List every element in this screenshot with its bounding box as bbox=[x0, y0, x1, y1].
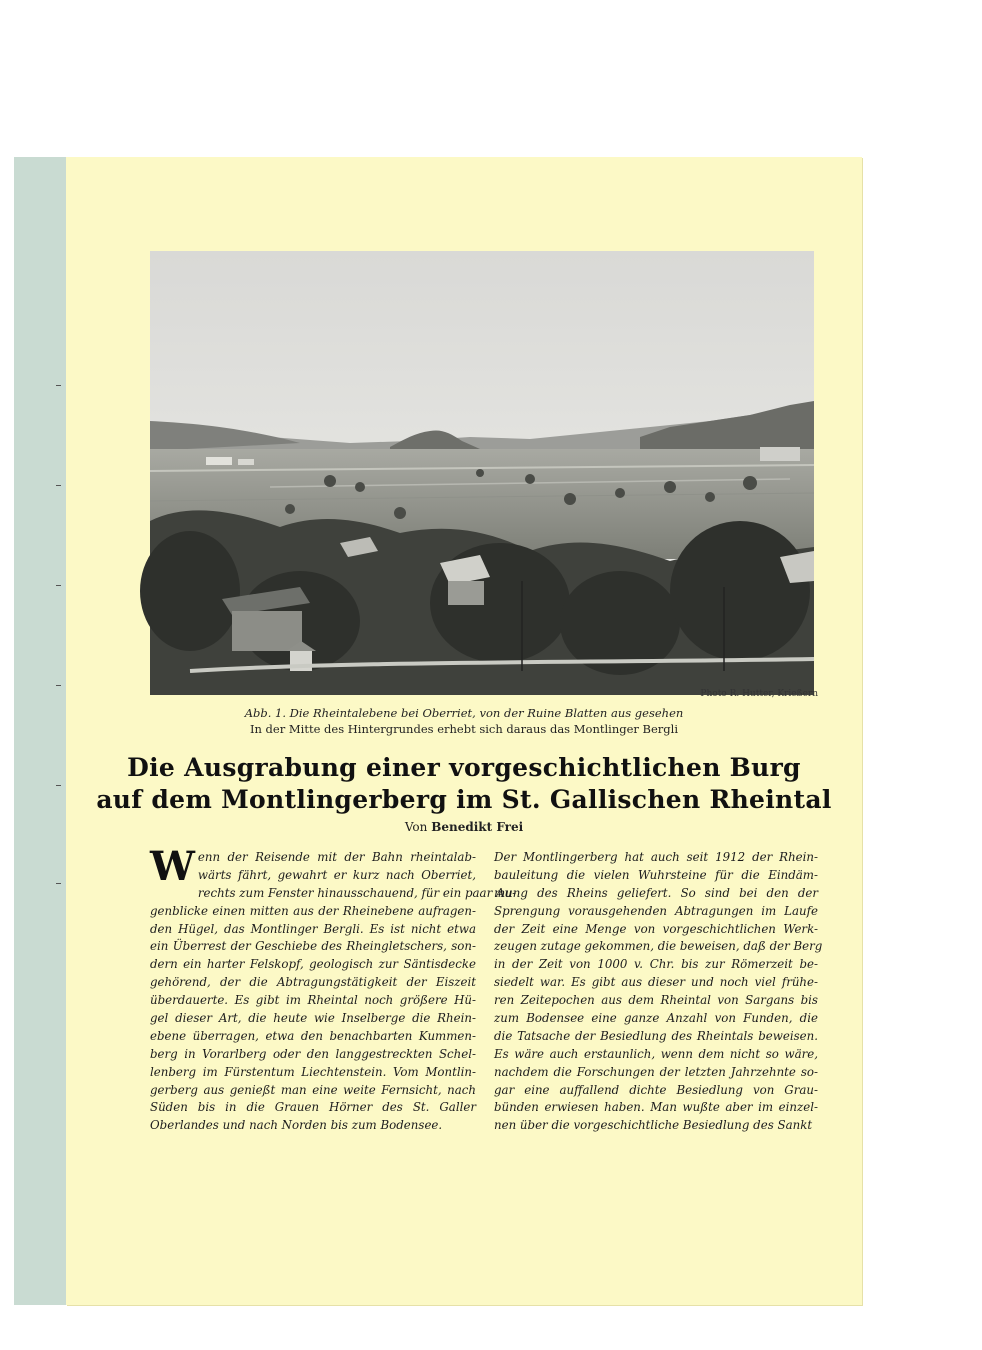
landscape-photo bbox=[150, 251, 814, 695]
text-line: gerberg aus genießt man eine weite Fernsicht, nach bbox=[150, 1082, 476, 1097]
text-line: lenberg im Fürstentum Liechtenstein. Vom Montlin- bbox=[150, 1064, 476, 1079]
photo-credit: Photo R. Hutter, Krießern bbox=[700, 689, 818, 699]
text-line: Süden bis in die Grauen Hörner des St. Galler bbox=[150, 1100, 476, 1115]
text-line: zum Bodensee eine ganze Anzahl von Funden, die bbox=[494, 1011, 818, 1026]
text-line: rechts zum Fenster hinausschauend, für ein paar Au- bbox=[197, 885, 517, 900]
article-title bbox=[66, 752, 862, 816]
text-line: gehörend, der die Abtragungstätigkeit der Eiszeit bbox=[150, 975, 476, 990]
text-line: den Hügel, das Montlinger Bergli. Es ist nicht etwa bbox=[150, 921, 476, 936]
text-line: ein Überrest der Geschiebe des Rheingletschers, son- bbox=[150, 939, 476, 954]
text-line: dern ein harter Felskopf, geologisch zur Säntisdecke bbox=[150, 957, 476, 972]
title-line-1: Die Ausgrabung einer vorgeschichtlichen Burg bbox=[127, 753, 801, 782]
photo-caption-subline: In der Mitte des Hintergrundes erhebt sich daraus das Montlinger Bergli bbox=[249, 722, 679, 736]
text-line: siedelt war. Es gibt aus dieser und noch viel frühe- bbox=[494, 975, 818, 990]
text-line: berg in Vorarlberg oder den langgestreckten Schel- bbox=[150, 1046, 476, 1061]
binding-stitches bbox=[56, 385, 62, 885]
photo-caption: Abb. 1. Die Rheintalebene bei Oberriet, von der Ruine Blatten aus gesehen bbox=[244, 706, 684, 720]
text-line: Sprengung vorausgehenden Abtragungen im Laufe bbox=[494, 903, 818, 918]
text-column-right bbox=[494, 849, 823, 1135]
text-line: ebene überragen, etwa den benachbarten Kummen- bbox=[150, 1028, 476, 1043]
text-line: mung des Rheins geliefert. So sind bei den der bbox=[494, 885, 818, 900]
text-line: die Tatsache der Besiedlung des Rheintals beweisen. bbox=[494, 1028, 818, 1043]
magazine-page bbox=[66, 157, 862, 1305]
title-line-2: auf dem Montlingerberg im St. Gallischen Rheintal bbox=[96, 785, 832, 814]
text-line: überdauerte. Es gibt im Rheintal noch größere Hü- bbox=[150, 993, 476, 1008]
text-line: gar eine auffallend dichte Besiedlung von Grau- bbox=[494, 1082, 818, 1097]
text-line: enn der Reisende mit der Bahn rheintalab- bbox=[197, 850, 476, 864]
text-line: nachdem die Forschungen der letzten Jahrzehnte so- bbox=[494, 1064, 818, 1079]
text-column-left bbox=[150, 843, 517, 1135]
text-line: Oberlandes und nach Norden bis zum Bodensee. bbox=[150, 1118, 443, 1133]
drop-cap: W bbox=[150, 843, 195, 890]
text-line: gel dieser Art, die heute wie Inselberge die Rhein- bbox=[150, 1011, 476, 1026]
text-line: zeugen zutage gekommen, die beweisen, daß der Berg bbox=[494, 939, 823, 954]
byline-prefix: Von bbox=[404, 820, 428, 834]
text-line: wärts fährt, gewahrt er kurz nach Oberriet, bbox=[197, 867, 476, 882]
text-line: nen über die vorgeschichtliche Besiedlung des Sankt bbox=[494, 1118, 813, 1133]
text-line: genblicke einen mitten aus der Rheinebene aufragen- bbox=[150, 903, 476, 918]
text-line: Es wäre auch erstaunlich, wenn dem nicht so wäre, bbox=[494, 1046, 818, 1061]
text-line: ren Zeitepochen aus dem Rheintal von Sargans bis bbox=[494, 993, 818, 1008]
text-line: Der Montlingerberg hat auch seit 1912 der Rhein- bbox=[494, 850, 818, 864]
text-line: bünden erwiesen haben. Man wußte aber im einzel- bbox=[494, 1100, 818, 1115]
byline bbox=[66, 820, 862, 834]
text-line: in der Zeit von 1000 v. Chr. bis zur Römerzeit be- bbox=[494, 957, 818, 972]
text-line: bauleitung die vielen Wuhrsteine für die Eindäm- bbox=[494, 867, 818, 882]
text-line: der Zeit eine Menge von vorgeschichtlichen Werk- bbox=[494, 921, 818, 936]
author-name: Benedikt Frei bbox=[431, 820, 524, 834]
